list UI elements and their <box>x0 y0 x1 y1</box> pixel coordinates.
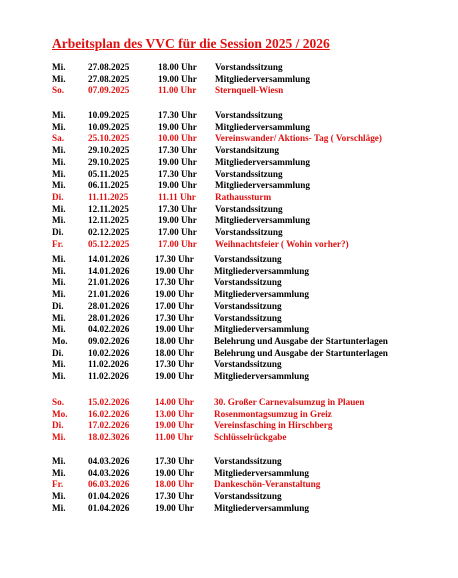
row-weekday: Mi. <box>52 312 66 323</box>
row-date: 11.11.2025 <box>88 191 129 202</box>
row-time: 17.30 Uhr <box>155 456 194 466</box>
row-time: 19.00 Uhr <box>155 265 194 276</box>
row-date: 04.02.2026 <box>88 324 130 335</box>
row-date: 15.02.2026 <box>88 397 130 407</box>
schedule-row <box>52 226 452 238</box>
row-weekday: Mi. <box>52 121 66 132</box>
row-date: 12.11.2025 <box>88 215 129 226</box>
row-time: 19.00 Uhr <box>155 420 194 431</box>
schedule-row <box>52 265 452 277</box>
row-event: Mitgliederversammlung <box>214 467 309 478</box>
row-time: 11.11 Uhr <box>158 191 196 202</box>
row-date: 12.11.2025 <box>88 203 129 214</box>
row-date: 14.01.2026 <box>88 265 130 276</box>
row-date: 09.02.2026 <box>88 335 130 346</box>
row-date: 11.02.2026 <box>88 371 129 381</box>
row-event: Schlüsselrückgabe <box>214 432 287 443</box>
row-time: 17.30 Uhr <box>155 491 194 502</box>
row-weekday: Sa. <box>52 133 65 144</box>
schedule-row <box>52 347 452 359</box>
schedule-row <box>52 419 452 431</box>
row-weekday: Di. <box>52 300 64 311</box>
row-weekday: Di. <box>52 347 64 358</box>
row-time: 18.00 Uhr <box>155 335 194 346</box>
page-title: Arbeitsplan des VVC für die Session 2025 / 2026 <box>52 36 330 51</box>
row-date: 05.12.2025 <box>88 238 130 249</box>
row-event: Mitgliederversammlung <box>214 371 309 381</box>
row-event: Mitgliederversammlung <box>214 324 309 335</box>
schedule-row <box>52 132 452 144</box>
schedule-row <box>52 455 452 467</box>
row-date: 27.08.2025 <box>88 62 130 72</box>
row-event: Vorstandssitzung <box>214 456 282 466</box>
row-event: Vorstandssitzung <box>215 227 283 237</box>
row-date: 06.03.2026 <box>88 479 130 490</box>
row-date: 14.01.2026 <box>88 254 130 264</box>
row-event: Mitgliederversammlung <box>214 289 309 300</box>
row-weekday: Mi. <box>52 110 66 120</box>
row-time: 17.30 Uhr <box>158 145 197 156</box>
schedule-row <box>52 179 452 191</box>
schedule-row <box>52 276 452 288</box>
schedule-row <box>52 467 452 479</box>
schedule-row <box>52 431 452 443</box>
row-date: 21.01.2026 <box>88 277 130 288</box>
row-date: 17.02.2026 <box>88 420 130 431</box>
row-date: 27.08.2025 <box>88 73 130 84</box>
row-date: 18.02.3026 <box>88 432 130 443</box>
row-date: 01.04.2026 <box>88 502 130 513</box>
schedule-row <box>52 84 452 96</box>
row-event: Vorstandsitzung <box>215 145 279 156</box>
row-weekday: Fr. <box>52 238 64 249</box>
schedule-row <box>52 396 452 408</box>
row-date: 07.09.2025 <box>88 85 130 96</box>
row-event: Mitgliederversammlung <box>215 73 310 84</box>
row-date: 29.10.2025 <box>88 145 130 156</box>
row-event: Rosenmontagsumzug in Greiz <box>214 408 332 419</box>
row-date: 04.03.2026 <box>88 467 130 478</box>
schedule-row <box>52 109 452 121</box>
schedule-row <box>52 238 452 250</box>
schedule-row <box>52 490 452 502</box>
row-event: Vorstandssitzung <box>215 168 283 179</box>
schedule-row <box>52 144 452 156</box>
row-event: Vorstandssitzung <box>215 62 283 72</box>
schedule-row <box>52 312 452 324</box>
schedule-row <box>52 73 452 85</box>
row-weekday: Mi. <box>52 168 66 179</box>
row-weekday: Mi. <box>52 254 66 264</box>
row-event: Vorstandssitzung <box>214 254 282 264</box>
schedule-row <box>52 358 452 370</box>
row-time: 17.30 Uhr <box>158 110 197 120</box>
row-weekday: Di. <box>52 420 64 431</box>
row-weekday: Mi. <box>52 289 66 300</box>
row-event: Mitgliederversammlung <box>214 265 309 276</box>
schedule-row <box>52 408 452 420</box>
row-time: 19.00 Uhr <box>158 73 197 84</box>
row-time: 17.00 Uhr <box>158 238 197 249</box>
row-weekday: Mi. <box>52 203 66 214</box>
row-time: 14.00 Uhr <box>155 397 194 407</box>
row-weekday: Di. <box>52 191 64 202</box>
row-date: 25.10.2025 <box>88 133 130 144</box>
row-date: 16.02.2026 <box>88 408 130 419</box>
row-time: 19.00 Uhr <box>158 215 197 226</box>
row-weekday: Fr. <box>52 479 64 490</box>
row-date: 11.02.2026 <box>88 359 129 370</box>
row-time: 17.30 Uhr <box>155 277 194 288</box>
row-event: Vorstandssitzung <box>214 359 282 370</box>
schedule-row <box>52 156 452 168</box>
row-time: 13.00 Uhr <box>155 408 194 419</box>
row-time: 17.00 Uhr <box>158 227 197 237</box>
schedule-row <box>52 168 452 180</box>
row-event: Vereinswander/ Aktions- Tag ( Vorschläge) <box>215 133 382 144</box>
row-date: 28.01.2026 <box>88 300 130 311</box>
row-weekday: So. <box>52 85 65 96</box>
row-weekday: Mi. <box>52 265 66 276</box>
row-event: Vorstandssitzung <box>214 491 282 502</box>
row-event: Vorstandssitzung <box>214 300 282 311</box>
row-time: 11.00 Uhr <box>158 85 197 96</box>
row-weekday: Mi. <box>52 359 66 370</box>
row-event: Vorstandssitzung <box>214 312 282 323</box>
row-weekday: Mo. <box>52 408 68 419</box>
row-date: 29.10.2025 <box>88 156 130 167</box>
row-event: 30. Großer Carnevalsumzug in Plauen <box>214 397 365 407</box>
schedule-row <box>52 300 452 312</box>
row-date: 05.11.2025 <box>88 168 129 179</box>
row-weekday: Di. <box>52 227 64 237</box>
row-time: 19.00 Uhr <box>155 502 194 513</box>
row-weekday: Mi. <box>52 456 66 466</box>
schedule-row <box>52 478 452 490</box>
row-time: 19.00 Uhr <box>158 121 197 132</box>
row-weekday: Mo. <box>52 335 68 346</box>
schedule-row <box>52 323 452 335</box>
row-weekday: Mi. <box>52 371 66 381</box>
row-weekday: Mi. <box>52 73 66 84</box>
schedule-row <box>52 214 452 226</box>
row-event: Vereinsfasching in Hirschberg <box>214 420 333 431</box>
row-weekday: Mi. <box>52 467 66 478</box>
schedule-row <box>52 121 452 133</box>
row-event: Mitgliederversammlung <box>215 215 310 226</box>
row-date: 06.11.2025 <box>88 180 129 191</box>
row-time: 19.00 Uhr <box>155 324 194 335</box>
row-time: 17.30 Uhr <box>155 359 194 370</box>
row-weekday: Mi. <box>52 277 66 288</box>
row-weekday: Mi. <box>52 156 66 167</box>
row-date: 21.01.2026 <box>88 289 130 300</box>
row-time: 18.00 Uhr <box>158 62 197 72</box>
row-time: 19.00 Uhr <box>158 156 197 167</box>
row-date: 01.04.2026 <box>88 491 130 502</box>
row-event: Vorstandssitzung <box>215 203 283 214</box>
row-event: Mitgliederversammlung <box>214 502 309 513</box>
row-weekday: Mi. <box>52 491 66 502</box>
row-date: 10.02.2026 <box>88 347 130 358</box>
row-event: Weihnachtsfeier ( Wohin vorher?) <box>215 238 349 249</box>
schedule-row <box>52 191 452 203</box>
row-weekday: Mi. <box>52 324 66 335</box>
row-time: 17.30 Uhr <box>158 168 197 179</box>
row-time: 11.00 Uhr <box>155 432 194 443</box>
row-event: Sternquell-Wiesn <box>215 85 284 96</box>
row-time: 19.00 Uhr <box>155 289 194 300</box>
row-date: 04.03.2026 <box>88 456 130 466</box>
schedule-row <box>52 61 452 73</box>
row-weekday: Mi. <box>52 145 66 156</box>
row-weekday: So. <box>52 397 65 407</box>
row-weekday: Mi. <box>52 62 66 72</box>
row-weekday: Mi. <box>52 180 66 191</box>
row-event: Mitgliederversammlung <box>215 180 310 191</box>
row-date: 10.09.2025 <box>88 121 130 132</box>
row-event: Vorstandssitzung <box>214 277 282 288</box>
row-weekday: Mi. <box>52 502 66 513</box>
row-event: Mitgliederversammlung <box>215 121 310 132</box>
row-time: 19.00 Uhr <box>155 467 194 478</box>
schedule-row <box>52 502 452 514</box>
row-time: 18.00 Uhr <box>155 347 194 358</box>
row-time: 17.00 Uhr <box>155 300 194 311</box>
row-event: Belehrung und Ausgabe der Startunterlagen <box>214 335 388 346</box>
row-event: Dankeschön-Veranstaltung <box>214 479 321 490</box>
row-date: 02.12.2025 <box>88 227 130 237</box>
row-time: 17.30 Uhr <box>155 254 194 264</box>
schedule-row <box>52 253 452 265</box>
row-time: 17.30 Uhr <box>158 203 197 214</box>
row-time: 18.00 Uhr <box>155 479 194 490</box>
row-event: Mitgliederversammlung <box>215 156 310 167</box>
row-weekday: Mi. <box>52 215 66 226</box>
row-time: 10.00 Uhr <box>158 133 197 144</box>
schedule-row <box>52 203 452 215</box>
row-event: Belehrung und Ausgabe der Startunterlagen <box>214 347 388 358</box>
row-weekday: Mi. <box>52 432 66 443</box>
row-date: 28.01.2026 <box>88 312 130 323</box>
row-time: 19.00 Uhr <box>155 371 194 381</box>
row-time: 17.30 Uhr <box>155 312 194 323</box>
row-event: Vorstandssitzung <box>215 110 283 120</box>
schedule-row <box>52 335 452 347</box>
schedule-row <box>52 370 452 382</box>
row-event: Rathaussturm <box>215 191 272 202</box>
row-time: 19.00 Uhr <box>158 180 197 191</box>
schedule-row <box>52 288 452 300</box>
row-date: 10.09.2025 <box>88 110 130 120</box>
